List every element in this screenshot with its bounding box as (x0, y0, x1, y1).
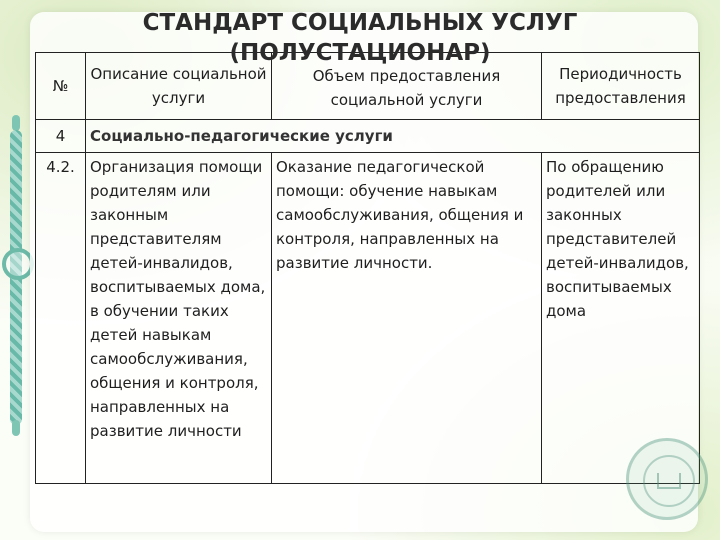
row-number: 4.2. (36, 153, 86, 484)
table-row (36, 153, 700, 484)
header-number: № (36, 53, 86, 120)
header-volume: Объем предоставления социальной услуги (272, 53, 542, 120)
section-title: Социально-педагогические услуги (86, 120, 700, 153)
rope-end-bottom (12, 420, 20, 436)
page-subtitle: (ПОЛУСТАЦИОНАР) (229, 40, 491, 66)
services-table (35, 52, 700, 484)
section-row (36, 120, 700, 153)
methodical-center-emblem-icon (626, 438, 708, 520)
section-number: 4 (36, 120, 86, 153)
row-frequency: По обращению родителей или законных представителей детей-инвалидов, воспитываемых дома (542, 153, 700, 484)
row-volume: Оказание педагогической помощи: обучение навыкам самообслуживания, общения и контроля, направленных на развитие личности. (272, 153, 542, 484)
book-icon (657, 473, 681, 489)
header-frequency: Периодичность предоставления (542, 53, 700, 120)
row-description: Организация помощи родителям или законным представителям детей-инвалидов, воспитываемых дома, в обучении таких детей навыкам самообслуживания, общения и контроля, направленных на развитие личности (86, 153, 272, 484)
page-title: СТАНДАРТ СОЦИАЛЬНЫХ УСЛУГ (142, 10, 578, 36)
header-description: Описание социальной услуги (86, 53, 272, 120)
rope-end-top (12, 115, 20, 131)
